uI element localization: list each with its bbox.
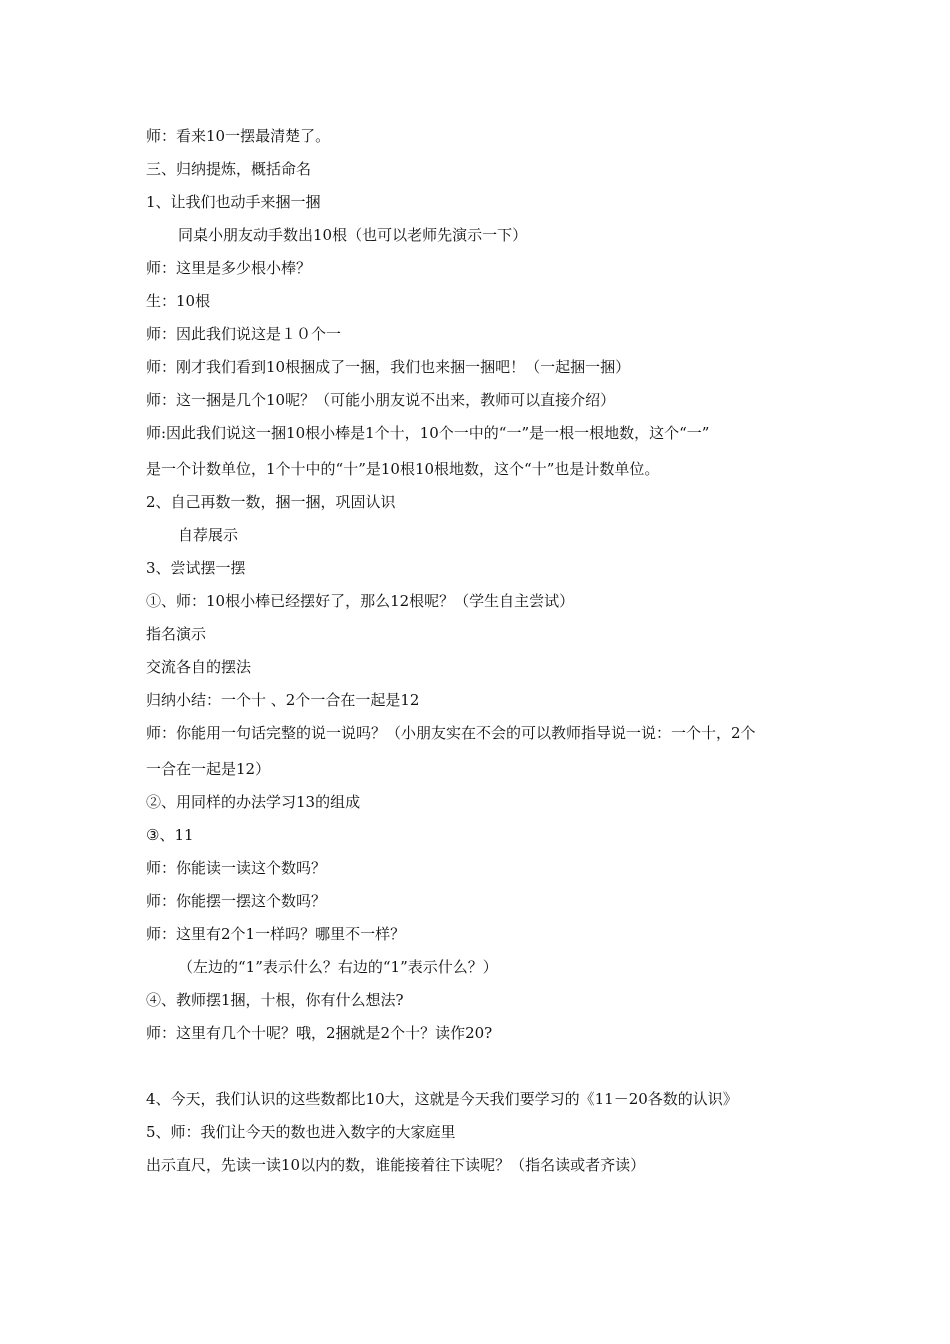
text-line: （左边的“1”表示什么？右边的“1”表示什么？） [178,958,498,976]
text-line: 师：这里有2个1一样吗？哪里不一样？ [146,925,406,943]
text-line: 归纳小结：一个十 、2个一合在一起是12 [146,691,420,709]
text-line: 师：刚才我们看到10根捆成了一捆，我们也来捆一捆吧！（一起捆一捆） [146,358,631,376]
text-line: 师：你能用一句话完整的说一说吗？（小朋友实在不会的可以教师指导说一说：一个十，2个 [146,724,756,742]
text-line: 5、师：我们让今天的数也进入数字的大家庭里 [146,1123,456,1141]
text-line: ③、11 [146,826,194,844]
text-line: 师：看来10一摆最清楚了。 [146,127,331,145]
text-line: 生：10根 [146,292,211,310]
text-line: 同桌小朋友动手数出10根（也可以老师先演示一下） [178,226,528,244]
text-line: 一合在一起是12） [146,760,271,778]
text-line: 2、自己再数一数，捆一捆，巩固认识 [146,493,396,511]
text-line: 1、让我们也动手来捆一捆 [146,193,321,211]
blank-line [146,1056,816,1089]
text-line: 师：这一捆是几个10呢？（可能小朋友说不出来，教师可以直接介绍） [146,391,616,409]
text-line: 3、尝试摆一摆 [146,559,246,577]
text-line: 师：你能读一读这个数吗？ [146,859,327,877]
text-line: 师：因此我们说这是１０个一 [146,325,342,343]
text-line: 是一个计数单位，1个十中的“十”是10根10根地数，这个“十”也是计数单位。 [146,460,660,478]
text-line: 指名演示 [146,625,207,643]
text-line: 师：这里是多少根小棒？ [146,259,312,277]
text-line: 出示直尺，先读一读10以内的数，谁能接着往下读呢？（指名读或者齐读） [146,1156,646,1174]
document-body [146,126,816,1188]
text-line: ②、用同样的办法学习13的组成 [146,793,361,811]
text-line: 自荐展示 [178,526,239,544]
text-line: ①、师：10根小棒已经摆好了，那么12根呢？（学生自主尝试） [146,592,575,610]
text-line: ④、教师摆1捆，十根，你有什么想法? [146,991,404,1009]
text-line: 师:因此我们说这一捆10根小棒是1个十，10个一中的“一”是一根一根地数，这个“一” [146,424,710,442]
text-line: 师：这里有几个十呢？哦，2捆就是2个十？读作20? [146,1024,493,1042]
section-heading: 三、归纳提炼，概括命名 [146,160,312,178]
text-line: 4、今天，我们认识的这些数都比10大，这就是今天我们要学习的《11－20各数的认识》 [146,1090,738,1108]
text-line: 师：你能摆一摆这个数吗？ [146,892,327,910]
text-line: 交流各自的摆法 [146,658,252,676]
